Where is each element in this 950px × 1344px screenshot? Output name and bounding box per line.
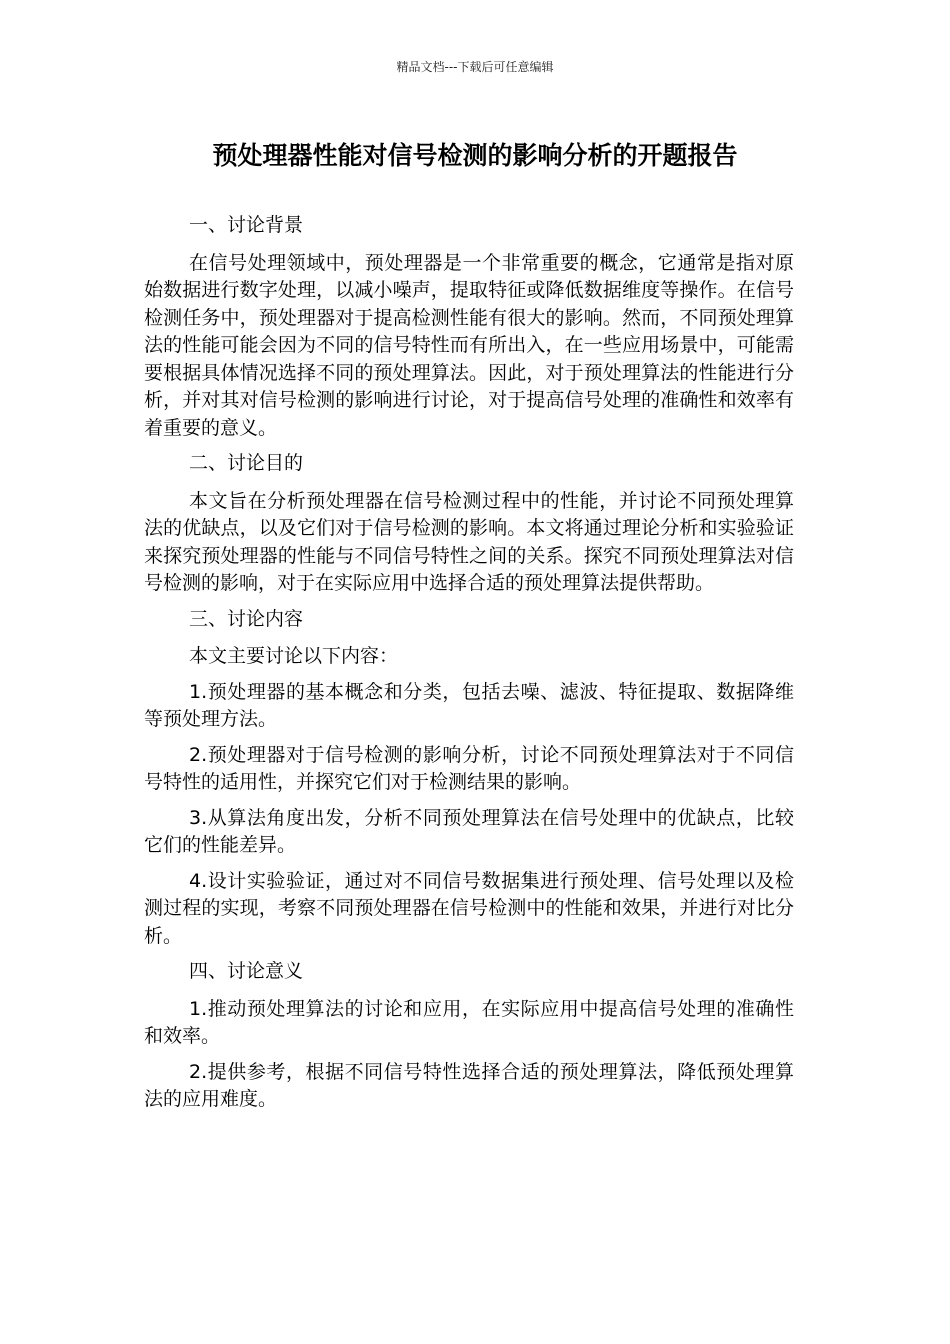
list-item-significance-1: 1.推动预处理算法的讨论和应用，在实际应用中提高信号处理的准确性和效率。 [144,997,794,1047]
paragraph-purpose: 本文旨在分析预处理器在信号检测过程中的性能，并讨论不同预处理算法的优缺点，以及它们对于信号检测的影响。本文将通过理论分析和实验验证来探究预处理器的性能与不同信号特性之间的关系。探究不同预处理算法对信号检测的影响，对于在实际应用中选择合适的预处理算法提供帮助。 [144,489,794,594]
section-heading-purpose: 二、讨论目的 [189,452,304,474]
list-item-content-1: 1.预处理器的基本概念和分类，包括去噪、滤波、特征提取、数据降维等预处理方法。 [144,680,794,730]
section-heading-significance: 四、讨论意义 [189,960,304,982]
list-item-content-3: 3.从算法角度出发，分析不同预处理算法在信号处理中的优缺点，比较它们的性能差异。 [144,806,794,856]
list-item-content-4: 4.设计实验验证，通过对不同信号数据集进行预处理、信号处理以及检测过程的实现，考察不同预处理器在信号检测中的性能和效果，并进行对比分析。 [144,869,794,947]
document-body [144,212,794,1122]
header-note: 精品文档---下载后可任意编辑 [396,60,554,74]
paragraph-content-intro: 本文主要讨论以下内容： [189,645,399,667]
list-item-significance-2: 2.提供参考，根据不同信号特性选择合适的预处理算法，降低预处理算法的应用难度。 [144,1060,794,1110]
section-heading-content: 三、讨论内容 [189,607,304,630]
document-title: 预处理器性能对信号检测的影响分析的开题报告 [212,141,738,170]
paragraph-background: 在信号处理领域中，预处理器是一个非常重要的概念，它通常是指对原始数据进行数字处理，以减小噪声，提取特征或降低数据维度等操作。在信号检测任务中，预处理器对于提高检测性能有很大的影响。然而，不同预处理算法的性能可能会因为不同的信号特性而有所出入，在一些应用场景中，可能需要根据具体情况选择不同的预处理算法。因此，对于预处理算法的性能进行分析，并对其对信号检测的影响进行讨论，对于提高信号处理的准确性和效率有着重要的意义。 [144,251,794,439]
section-heading-background: 一、讨论背景 [189,214,304,236]
list-item-content-2: 2.预处理器对于信号检测的影响分析，讨论不同预处理算法对于不同信号特性的适用性，并探究它们对于检测结果的影响。 [144,743,794,793]
